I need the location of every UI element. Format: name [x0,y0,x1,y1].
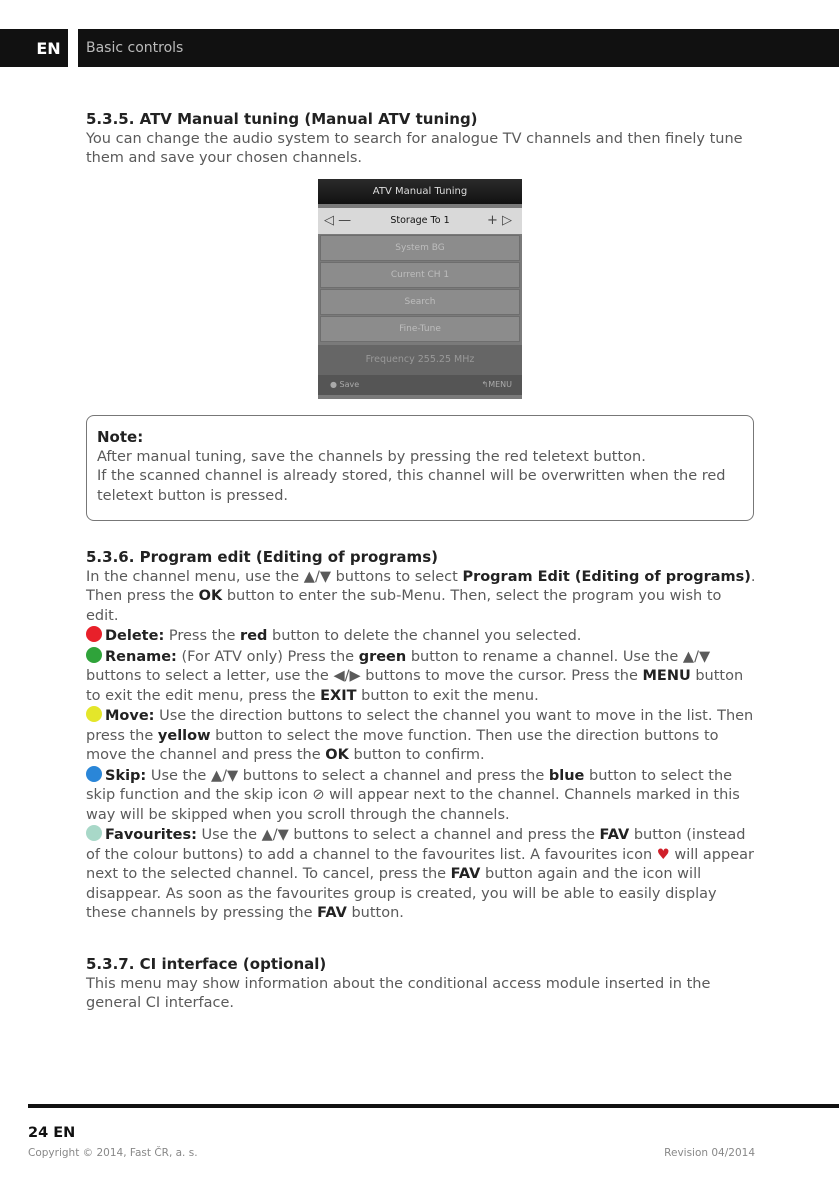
favourites-text: button (instead of the colour buttons) to add a channel to the favourites list. A favourites icon [86,827,746,863]
skip-paragraph [86,766,756,826]
delete-label: Delete: [105,628,165,644]
favourites-text: Use the ▲/▼ buttons to select a channel and press the [196,827,600,843]
blue-button-icon [86,766,102,782]
tv-bottom-bar [318,375,522,395]
atv-manual-tuning-screenshot [318,179,522,399]
section-537-heading: 5.3.7. CI interface (optional) [86,955,327,973]
tv-storage-label: Storage To 1 [390,215,450,226]
tv-menu-item: Current CH 1 [320,262,520,288]
tv-save-label: ● Save [330,380,360,389]
rename-text: (For ATV only) Press the [176,648,359,665]
move-text: Use the direction buttons to select the channel you want to move in the list. Then press the [86,708,754,744]
section-535-body: You can change the audio system to search for analogue TV channels and then finely tune them and save your chosen channels. [86,130,743,166]
header-separator [68,29,78,67]
tv-save-text: Save [339,380,360,389]
section-537-body: This menu may show information about the conditional access module inserted in the general CI interface. [86,975,711,1011]
tv-storage-row [318,208,522,234]
section-537 [86,955,756,1014]
page-number: 24 EN [28,1125,76,1141]
revision: Revision 04/2014 [664,1147,755,1159]
rename-text: button to rename a channel. Use the ▲/▼ buttons to select a letter, use the ◀/▶ buttons to move the cursor. Press the [86,648,711,684]
green-button-icon [86,647,102,663]
rename-bold: MENU [642,668,691,684]
heart-icon: ♥ [656,846,670,863]
footer-rule [28,1104,839,1108]
section-535-heading: 5.3.5. ATV Manual tuning (Manual ATV tuning) [86,110,478,128]
favourites-text: will appear next to the selected channel. To cancel, press the [86,846,754,882]
move-label: Move: [105,708,155,724]
favourites-bold: FAV [317,905,347,921]
intro-bold: Program Edit (Editing of programs) [462,568,751,585]
delete-bold: red [240,628,268,644]
skip-text: Use the ▲/▼ buttons to select a channel and press the [146,767,549,784]
section-536-heading: 5.3.6. Program edit (Editing of programs) [86,548,438,566]
note-box [86,415,754,521]
tv-left-arrow-icon: ◁ — [324,213,352,228]
rename-text: button to exit the menu. [356,687,539,704]
skip-text: button to select the skip function and the skip icon ⊘ will appear next to the channel. Channels marked in this way will be skipped when you scroll through the channels. [86,767,740,823]
delete-paragraph [86,626,756,647]
favourites-text: button again and the icon will disappear. As soon as the favourites group is created, you will be able to easily display these channels by pressing the [86,866,717,921]
intro-text: . Then press the [86,568,756,604]
move-text: button to confirm. [348,747,485,763]
note-title: Note: [97,428,144,446]
rename-paragraph [86,647,756,707]
move-bold: yellow [157,727,211,744]
favourites-bold: FAV [599,827,630,843]
favourites-bold: FAV [450,866,481,882]
favourites-text: button. [346,905,404,921]
tv-right-arrow-icon: + ▷ [486,213,512,228]
delete-text: Press the [164,628,241,644]
rename-bold: green [358,648,407,665]
skip-bold: blue [548,767,585,784]
note-line-1: After manual tuning, save the channels by pressing the red teletext button. [97,448,646,465]
tv-menu-label: ↰MENU [481,380,512,389]
intro-text: button to enter the sub-Menu. Then, select the program you wish to edit. [86,588,722,624]
section-536-intro [86,568,756,627]
section-535 [86,110,756,169]
favourites-paragraph [86,825,756,924]
move-text: button to select the move function. Then use the direction buttons to move the channel and press the [86,727,719,763]
red-button-icon [86,626,102,642]
favourites-label: Favourites: [105,827,197,843]
section-title: Basic controls [86,40,184,56]
rename-text: button to exit the edit menu, press the [86,668,744,704]
tv-menu-item: System BG [320,235,520,261]
tv-menu-item: Fine-Tune [320,316,520,342]
intro-bold: OK [198,588,223,604]
tv-menu-item: Search [320,289,520,315]
rename-label: Rename: [105,648,177,665]
copyright: Copyright © 2014, Fast ČR, a. s. [28,1147,198,1159]
tv-frequency: Frequency 255.25 MHz [318,345,522,375]
yellow-button-icon [86,706,102,722]
delete-text: button to delete the channel you selected. [267,628,582,644]
section-536 [86,548,756,924]
move-bold: OK [325,747,349,763]
tv-menu-text: MENU [488,380,512,389]
note-line-2: If the scanned channel is already stored, this channel will be overwritten when the red teletext button is pressed. [97,468,726,504]
rename-bold: EXIT [320,687,357,704]
skip-label: Skip: [105,767,147,784]
fav-button-icon [86,825,102,841]
intro-text: In the channel menu, use the ▲/▼ buttons to select [86,568,463,585]
language-badge: EN [31,33,66,64]
move-paragraph [86,706,756,766]
tv-menu-title: ATV Manual Tuning [318,179,522,204]
